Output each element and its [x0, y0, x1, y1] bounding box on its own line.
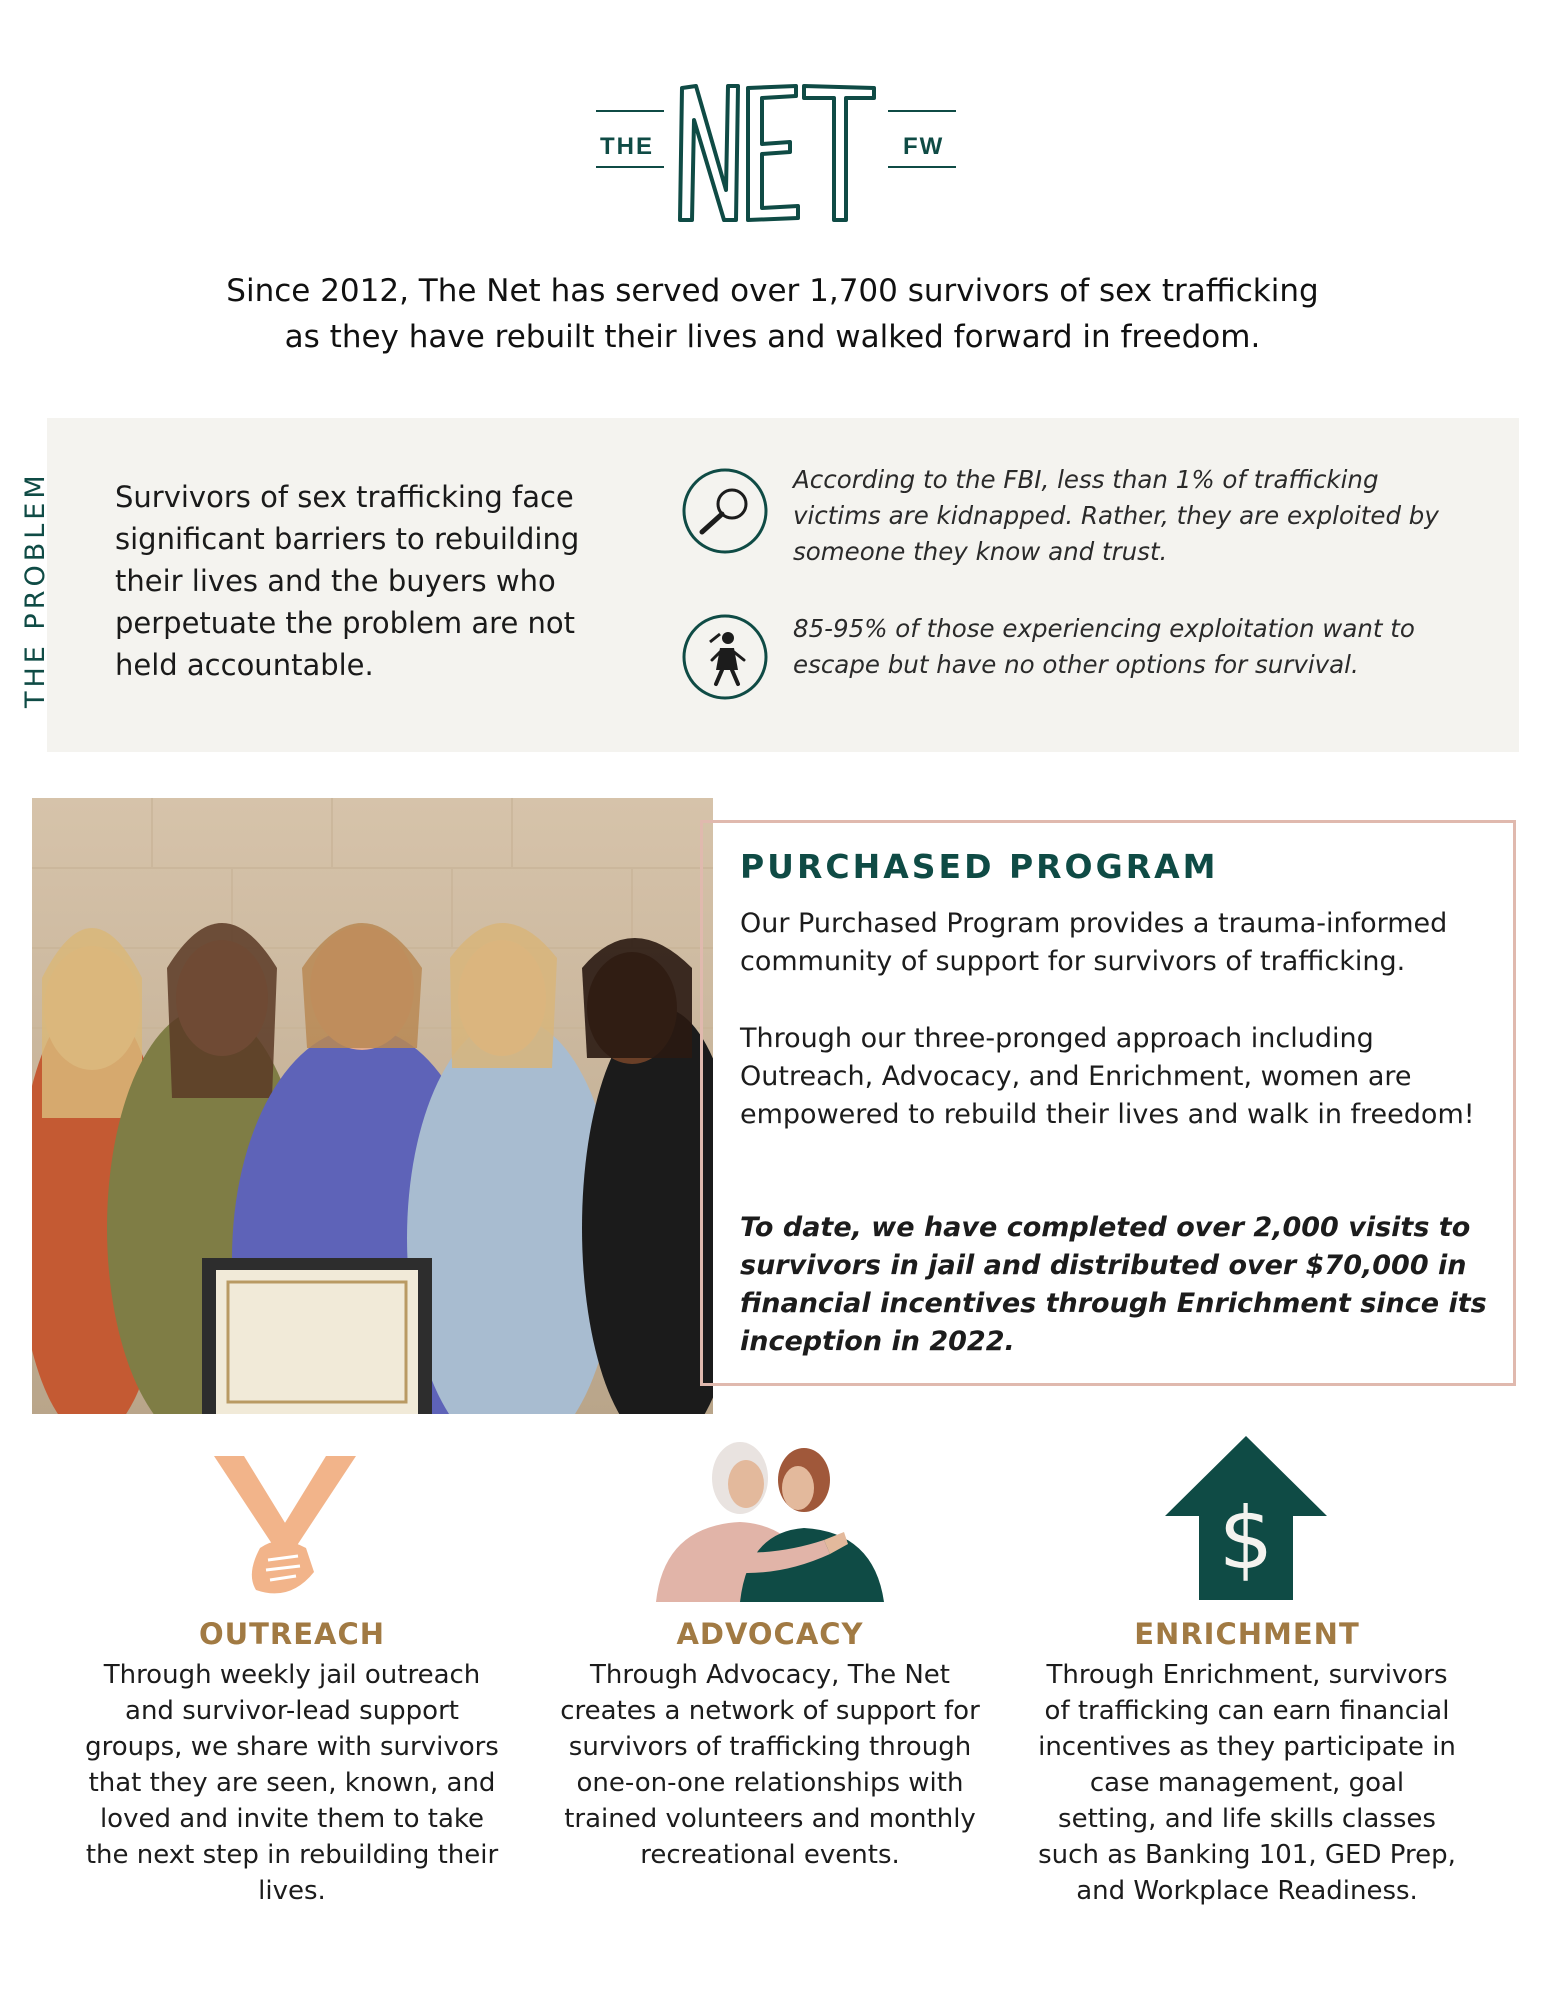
- magnifying-glass-icon: [680, 466, 770, 556]
- pillar-advocacy: [560, 1617, 980, 1873]
- problem-facts: [680, 462, 1440, 712]
- program-paragraph: Our Purchased Program provides a trauma-informed community of support for survivors of trafficking.: [740, 908, 1448, 977]
- pillar-title: ENRICHMENT: [1134, 1617, 1360, 1651]
- logo-fw: FW: [903, 133, 945, 160]
- problem-label: THE PROBLEM: [20, 471, 51, 708]
- logo-rule: [888, 110, 956, 112]
- group-photo: [32, 798, 713, 1414]
- logo-rule: [596, 110, 664, 112]
- intro-statement: [120, 268, 1425, 360]
- intro-line: Since 2012, The Net has served over 1,700 survivors of sex trafficking: [226, 273, 1319, 309]
- two-women-embrace-icon: [648, 1436, 890, 1602]
- pillar-outreach: [82, 1617, 502, 1909]
- logo-the: THE: [600, 133, 654, 160]
- fact-text: 85-95% of those experiencing exploitation want to escape but have no other options for survival.: [793, 614, 1415, 679]
- pillar-title: OUTREACH: [198, 1617, 386, 1651]
- program-highlight: To date, we have completed over 2,000 visits to survivors in jail and distributed over $70,000 in financial incentives through Enrichment since its inception in 2022.: [740, 1212, 1487, 1357]
- logo: [596, 80, 956, 230]
- pillar-title: ADVOCACY: [676, 1617, 864, 1651]
- svg-text:$: $: [1218, 1489, 1274, 1589]
- dollar-arrow-icon: [1165, 1436, 1327, 1600]
- fact-text: According to the FBI, less than 1% of trafficking victims are kidnapped. Rather, they are exploited by someone they know and trust.: [793, 465, 1439, 566]
- pillar-enrichment: [1037, 1617, 1457, 1909]
- pillar-text: Through weekly jail outreach and survivor-lead support groups, we share with survivors that they are seen, known, and loved and invite them to take the next step in rebuilding their lives.: [85, 1660, 499, 1906]
- holding-hands-icon: [210, 1452, 360, 1598]
- program-title: PURCHASED PROGRAM: [740, 847, 1219, 886]
- pillar-text: Through Advocacy, The Net creates a network of support for survivors of trafficking through one-on-one relationships with trained volunteers and monthly recreational events.: [560, 1660, 980, 1870]
- problem-statement: Survivors of sex trafficking face significant barriers to rebuilding their lives and the buyers who perpetuate the problem are not held accountable.: [115, 480, 580, 682]
- running-girl-icon: [680, 612, 770, 702]
- program-paragraph: Through our three-pronged approach including Outreach, Advocacy, and Enrichment, women are empowered to rebuild their lives and walk in freedom!: [740, 1023, 1475, 1130]
- pillar-text: Through Enrichment, survivors of trafficking can earn financial incentives as they participate in case management, goal setting, and life skills classes such as Banking 101, GED Prep, and Workplace Readiness.: [1038, 1660, 1456, 1906]
- logo-rule: [596, 166, 664, 168]
- logo-net-mark: [678, 80, 878, 225]
- intro-line: as they have rebuilt their lives and walked forward in freedom.: [284, 319, 1261, 355]
- logo-rule: [888, 166, 956, 168]
